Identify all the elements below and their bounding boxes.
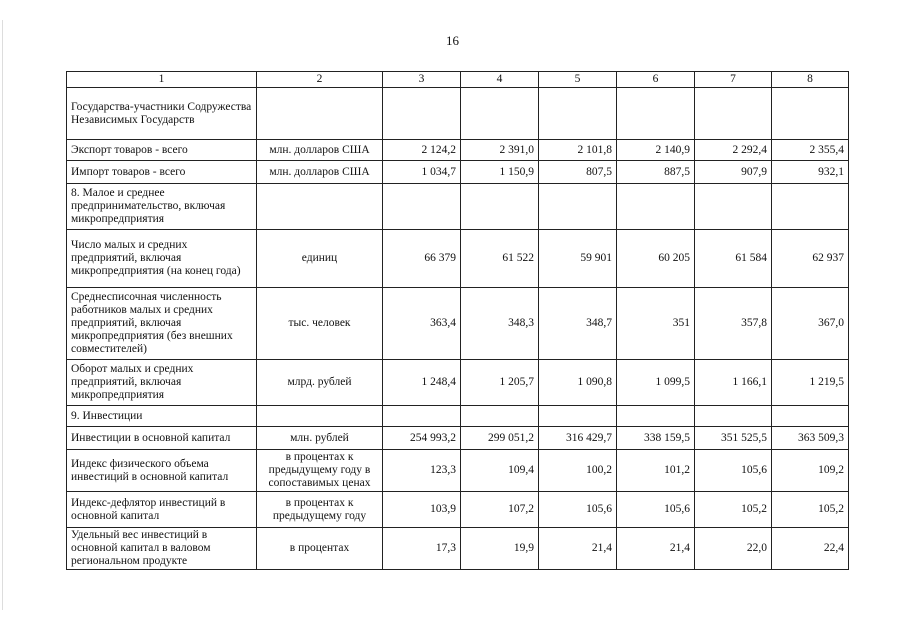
value-cell: 1 090,8 (539, 360, 617, 406)
row-label: Индекс физического объема инвестиций в основной капитал (67, 450, 257, 492)
value-cell: 348,7 (539, 288, 617, 360)
value-cell (617, 184, 695, 230)
table-row (67, 492, 849, 528)
value-cell: 2 355,4 (772, 140, 849, 161)
row-unit (257, 184, 383, 230)
value-cell: 932,1 (772, 161, 849, 184)
row-unit: единиц (257, 230, 383, 288)
value-cell (617, 88, 695, 140)
value-cell (539, 88, 617, 140)
table-row (67, 360, 849, 406)
value-cell: 1 099,5 (617, 360, 695, 406)
row-unit: млрд. рублей (257, 360, 383, 406)
value-cell: 367,0 (772, 288, 849, 360)
value-cell: 60 205 (617, 230, 695, 288)
value-cell: 338 159,5 (617, 427, 695, 450)
row-unit: млн. рублей (257, 427, 383, 450)
row-unit (257, 88, 383, 140)
statistics-table (66, 71, 849, 570)
value-cell: 105,2 (695, 492, 772, 528)
column-number-4: 4 (461, 72, 539, 88)
table-row (67, 450, 849, 492)
column-number-1: 1 (67, 72, 257, 88)
table-row (67, 288, 849, 360)
table-row (67, 528, 849, 570)
column-number-3: 3 (383, 72, 461, 88)
value-cell (539, 406, 617, 427)
row-label: Государства-участники Содружества Независимых Государств (67, 88, 257, 140)
value-cell (695, 406, 772, 427)
row-label: Оборот малых и средних предприятий, включая микропредприятия (67, 360, 257, 406)
value-cell: 1 248,4 (383, 360, 461, 406)
row-label: Инвестиции в основной капитал (67, 427, 257, 450)
column-number-6: 6 (617, 72, 695, 88)
value-cell: 357,8 (695, 288, 772, 360)
column-number-7: 7 (695, 72, 772, 88)
value-cell: 22,0 (695, 528, 772, 570)
value-cell: 109,2 (772, 450, 849, 492)
value-cell: 105,2 (772, 492, 849, 528)
value-cell: 299 051,2 (461, 427, 539, 450)
row-unit: млн. долларов США (257, 161, 383, 184)
value-cell: 61 522 (461, 230, 539, 288)
row-label: Число малых и средних предприятий, включая микропредприятия (на конец года) (67, 230, 257, 288)
value-cell (539, 184, 617, 230)
row-label: Импорт товаров - всего (67, 161, 257, 184)
table-row (67, 427, 849, 450)
value-cell: 316 429,7 (539, 427, 617, 450)
value-cell (772, 184, 849, 230)
value-cell: 123,3 (383, 450, 461, 492)
value-cell (617, 406, 695, 427)
row-unit (257, 406, 383, 427)
value-cell: 363 509,3 (772, 427, 849, 450)
header-row (67, 72, 849, 88)
value-cell: 1 219,5 (772, 360, 849, 406)
value-cell: 2 140,9 (617, 140, 695, 161)
table-row (67, 184, 849, 230)
value-cell: 348,3 (461, 288, 539, 360)
value-cell (772, 406, 849, 427)
row-unit: в процентах к предыдущему году (257, 492, 383, 528)
value-cell: 62 937 (772, 230, 849, 288)
value-cell: 1 205,7 (461, 360, 539, 406)
value-cell (383, 184, 461, 230)
scan-edge-mark (2, 20, 3, 610)
value-cell: 100,2 (539, 450, 617, 492)
row-unit: млн. долларов США (257, 140, 383, 161)
value-cell: 351 (617, 288, 695, 360)
value-cell: 2 292,4 (695, 140, 772, 161)
value-cell: 363,4 (383, 288, 461, 360)
value-cell: 1 150,9 (461, 161, 539, 184)
value-cell: 109,4 (461, 450, 539, 492)
value-cell: 59 901 (539, 230, 617, 288)
value-cell: 22,4 (772, 528, 849, 570)
column-number-8: 8 (772, 72, 849, 88)
value-cell: 101,2 (617, 450, 695, 492)
row-label: Удельный вес инвестиций в основной капитал в валовом региональном продукте (67, 528, 257, 570)
value-cell (461, 406, 539, 427)
row-unit: в процентах (257, 528, 383, 570)
table-row (67, 230, 849, 288)
value-cell (383, 406, 461, 427)
row-label: 9. Инвестиции (67, 406, 257, 427)
value-cell: 103,9 (383, 492, 461, 528)
value-cell: 21,4 (539, 528, 617, 570)
value-cell: 107,2 (461, 492, 539, 528)
value-cell: 1 034,7 (383, 161, 461, 184)
row-label: Индекс-дефлятор инвестиций в основной капитал (67, 492, 257, 528)
value-cell: 17,3 (383, 528, 461, 570)
value-cell: 105,6 (539, 492, 617, 528)
value-cell: 254 993,2 (383, 427, 461, 450)
value-cell (383, 88, 461, 140)
value-cell (461, 184, 539, 230)
value-cell: 2 124,2 (383, 140, 461, 161)
value-cell: 105,6 (617, 492, 695, 528)
table-row (67, 406, 849, 427)
value-cell: 2 391,0 (461, 140, 539, 161)
value-cell: 66 379 (383, 230, 461, 288)
value-cell: 61 584 (695, 230, 772, 288)
table-row (67, 88, 849, 140)
value-cell: 351 525,5 (695, 427, 772, 450)
value-cell: 807,5 (539, 161, 617, 184)
value-cell: 2 101,8 (539, 140, 617, 161)
value-cell: 105,6 (695, 450, 772, 492)
row-unit: в процентах к предыдущему году в сопоставимых ценах (257, 450, 383, 492)
column-number-2: 2 (257, 72, 383, 88)
column-number-5: 5 (539, 72, 617, 88)
value-cell (695, 184, 772, 230)
value-cell: 887,5 (617, 161, 695, 184)
row-label: Среднесписочная численность работников малых и средних предприятий, включая микропредприятия (без внешних совместителей) (67, 288, 257, 360)
page-number: 16 (446, 33, 459, 48)
row-label: 8. Малое и среднее предпринимательство, включая микропредприятия (67, 184, 257, 230)
value-cell (461, 88, 539, 140)
table-row (67, 140, 849, 161)
value-cell (772, 88, 849, 140)
row-unit: тыс. человек (257, 288, 383, 360)
value-cell: 19,9 (461, 528, 539, 570)
row-label: Экспорт товаров - всего (67, 140, 257, 161)
table-row (67, 161, 849, 184)
value-cell: 907,9 (695, 161, 772, 184)
value-cell (695, 88, 772, 140)
value-cell: 1 166,1 (695, 360, 772, 406)
value-cell: 21,4 (617, 528, 695, 570)
